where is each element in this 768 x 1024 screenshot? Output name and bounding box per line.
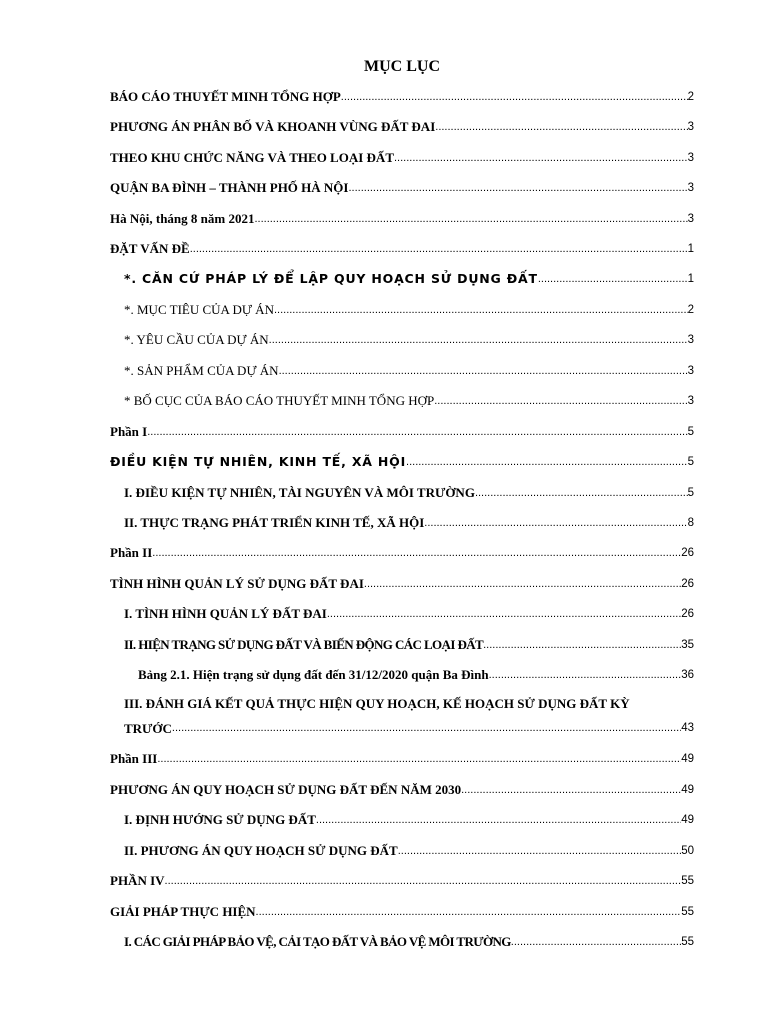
toc-leader-dots xyxy=(190,241,688,257)
toc-entry[interactable] xyxy=(124,268,694,288)
toc-leader-dots xyxy=(157,751,681,767)
toc-entry-page: 3 xyxy=(687,334,694,346)
toc-leader-dots xyxy=(475,485,688,501)
toc-leader-dots xyxy=(511,934,681,950)
toc-leader-dots xyxy=(254,211,687,227)
toc-entry[interactable] xyxy=(124,360,694,380)
toc-entry[interactable] xyxy=(110,870,694,890)
toc-entry[interactable] xyxy=(110,238,694,258)
toc-leader-dots xyxy=(269,332,688,348)
toc-entry-page: 5 xyxy=(687,426,694,438)
toc-entry[interactable] xyxy=(124,329,694,349)
toc-leader-dots xyxy=(489,667,682,683)
toc-entry-page: 2 xyxy=(687,91,694,103)
toc-entry-label: ĐIỀU KIỆN TỰ NHIÊN, KINH TẾ, XÃ HỘI xyxy=(110,454,407,469)
toc-leader-dots xyxy=(279,363,688,379)
toc-entry[interactable] xyxy=(110,421,694,441)
toc-entry-page: 49 xyxy=(681,753,694,765)
toc-entry-label: I. ĐIỀU KIỆN TỰ NHIÊN, TÀI NGUYÊN VÀ MÔI TRƯỜNG xyxy=(124,485,475,500)
toc-entry-page: 49 xyxy=(681,784,694,796)
toc-entry-page: 55 xyxy=(681,936,694,948)
toc-entry[interactable] xyxy=(110,573,694,593)
toc-entry[interactable] xyxy=(124,809,694,829)
toc-entry-page: 55 xyxy=(681,875,694,887)
toc-entry-label: I. CÁC GIẢI PHÁP BẢO VỆ, CẢI TẠO ĐẤT VÀ BẢO VỆ MÔI TRƯỜNG xyxy=(124,934,511,949)
toc-entry-page: 2 xyxy=(687,304,694,316)
toc-entry-page: 26 xyxy=(681,608,694,620)
toc-entry-label: *. CĂN CỨ PHÁP LÝ ĐỂ LẬP QUY HOẠCH SỬ DỤNG ĐẤT xyxy=(124,271,538,286)
toc-entry[interactable] xyxy=(124,482,694,502)
toc-entry-page: 1 xyxy=(687,243,694,255)
toc-entry-page: 8 xyxy=(687,517,694,529)
toc-entry-label: III. ĐÁNH GIÁ KẾT QUẢ THỰC HIỆN QUY HOẠCH, KẾ HOẠCH SỬ DỤNG ĐẤT KỲ xyxy=(124,696,630,711)
toc-entry-label: PHƯƠNG ÁN PHÂN BỐ VÀ KHOANH VÙNG ĐẤT ĐAI xyxy=(110,119,436,134)
toc-entry[interactable] xyxy=(110,542,694,562)
toc-leader-dots xyxy=(398,843,681,859)
toc-entry-label: GIẢI PHÁP THỰC HIỆN xyxy=(110,904,256,919)
toc-entry-page: 35 xyxy=(681,639,694,651)
toc-leader-dots xyxy=(172,720,681,736)
toc-entry-page: 1 xyxy=(687,273,694,285)
toc-entry-label: Hà Nội, tháng 8 năm 2021 xyxy=(110,211,255,226)
toc-entry-label: I. ĐỊNH HƯỚNG SỬ DỤNG ĐẤT xyxy=(124,812,316,827)
toc-entry-page: 5 xyxy=(687,456,694,468)
toc-entry-label-continued: TRƯỚC xyxy=(124,721,172,736)
toc-entry-page: 3 xyxy=(687,365,694,377)
toc-entry[interactable] xyxy=(110,116,694,136)
toc-entry-label: * BỐ CỤC CỦA BÁO CÁO THUYẾT MINH TỔNG HỢP xyxy=(124,393,435,408)
toc-entry[interactable] xyxy=(110,86,694,106)
toc-leader-dots xyxy=(152,545,681,561)
toc-leader-dots xyxy=(364,576,681,592)
toc-leader-dots xyxy=(327,606,681,622)
toc-entry[interactable] xyxy=(124,840,694,860)
toc-entry-page: 26 xyxy=(681,578,694,590)
toc-entry-page: 3 xyxy=(687,152,694,164)
toc-entry-page: 26 xyxy=(681,547,694,559)
toc-entry[interactable] xyxy=(110,779,694,799)
toc-entry-label: Bảng 2.1. Hiện trạng sử dụng đất đến 31/12/2020 quận Ba Đình xyxy=(138,667,489,682)
toc-entry-label: BÁO CÁO THUYẾT MINH TỔNG HỢP xyxy=(110,89,341,104)
toc-entry-page: 3 xyxy=(687,395,694,407)
toc-leader-dots xyxy=(341,89,688,105)
toc-leader-dots xyxy=(147,424,687,440)
toc-entry-label: PHƯƠNG ÁN QUY HOẠCH SỬ DỤNG ĐẤT ĐẾN NĂM 2030 xyxy=(110,782,462,797)
toc-entry-page: 36 xyxy=(681,669,694,681)
toc-entry[interactable] xyxy=(124,390,694,410)
toc-entry-label: *. YÊU CẦU CỦA DỰ ÁN xyxy=(124,332,269,347)
toc-leader-dots xyxy=(256,904,682,920)
toc-entry[interactable] xyxy=(124,603,694,623)
toc-entry-label: II. HIỆN TRẠNG SỬ DỤNG ĐẤT VÀ BIẾN ĐỘNG CÁC LOẠI ĐẤT xyxy=(124,637,484,652)
toc-entry-page: 43 xyxy=(681,722,694,734)
toc-entry-page: 49 xyxy=(681,814,694,826)
toc-entry[interactable] xyxy=(110,451,694,471)
toc-leader-dots xyxy=(406,454,688,470)
toc-entry[interactable] xyxy=(124,299,694,319)
toc-entry-page: 3 xyxy=(687,213,694,225)
toc-leader-dots xyxy=(461,782,681,798)
toc-entry[interactable] xyxy=(110,748,694,768)
toc-leader-dots xyxy=(348,180,687,196)
toc-leader-dots xyxy=(165,873,682,889)
toc-leader-dots xyxy=(316,812,681,828)
toc-entry[interactable] xyxy=(110,901,694,921)
toc-entry-label: PHẦN IV xyxy=(110,873,165,888)
toc-entry-label: ĐẶT VẤN ĐỀ xyxy=(110,241,190,256)
toc-entry-label: I. TÌNH HÌNH QUẢN LÝ ĐẤT ĐAI xyxy=(124,606,327,621)
toc-entry[interactable] xyxy=(110,147,694,167)
toc-leader-dots xyxy=(483,637,681,653)
toc-entry[interactable] xyxy=(110,177,694,197)
toc-entry-label: *. SẢN PHẨM CỦA DỰ ÁN xyxy=(124,363,279,378)
page-title: MỤC LỤC xyxy=(364,58,440,75)
toc-entry-label: QUẬN BA ĐÌNH – THÀNH PHỐ HÀ NỘI xyxy=(110,180,349,195)
toc-entry-page: 3 xyxy=(687,121,694,133)
toc-entry-page: 5 xyxy=(687,487,694,499)
toc-entry-label: II. PHƯƠNG ÁN QUY HOẠCH SỬ DỤNG ĐẤT xyxy=(124,843,398,858)
toc-entry-label: Phần III xyxy=(110,751,158,766)
toc-leader-dots xyxy=(538,271,688,287)
toc-entry-label: TÌNH HÌNH QUẢN LÝ SỬ DỤNG ĐẤT ĐAI xyxy=(110,576,364,591)
toc-entry[interactable] xyxy=(110,208,694,228)
toc-entry-label: *. MỤC TIÊU CỦA DỰ ÁN xyxy=(124,302,274,317)
toc-entry-label: II. THỰC TRẠNG PHÁT TRIỂN KINH TẾ, XÃ HỘI xyxy=(124,515,425,530)
toc-entry-page: 50 xyxy=(681,845,694,857)
toc-entry[interactable] xyxy=(124,693,694,737)
toc-leader-dots xyxy=(434,393,687,409)
toc-entry[interactable] xyxy=(124,634,694,654)
toc-entry[interactable] xyxy=(124,512,694,532)
toc-entry-label: Phần I xyxy=(110,424,148,439)
toc-entry-label: Phần II xyxy=(110,545,153,560)
toc-leader-dots xyxy=(394,150,688,166)
toc-entry[interactable] xyxy=(138,664,694,684)
toc-leader-dots xyxy=(424,515,687,531)
toc-leader-dots xyxy=(274,302,688,318)
toc-entry-page: 55 xyxy=(681,906,694,918)
toc-entry-label: THEO KHU CHỨC NĂNG VÀ THEO LOẠI ĐẤT xyxy=(110,150,394,165)
toc-leader-dots xyxy=(435,119,687,135)
toc-entry-page: 3 xyxy=(687,182,694,194)
toc-entry[interactable] xyxy=(124,931,694,951)
